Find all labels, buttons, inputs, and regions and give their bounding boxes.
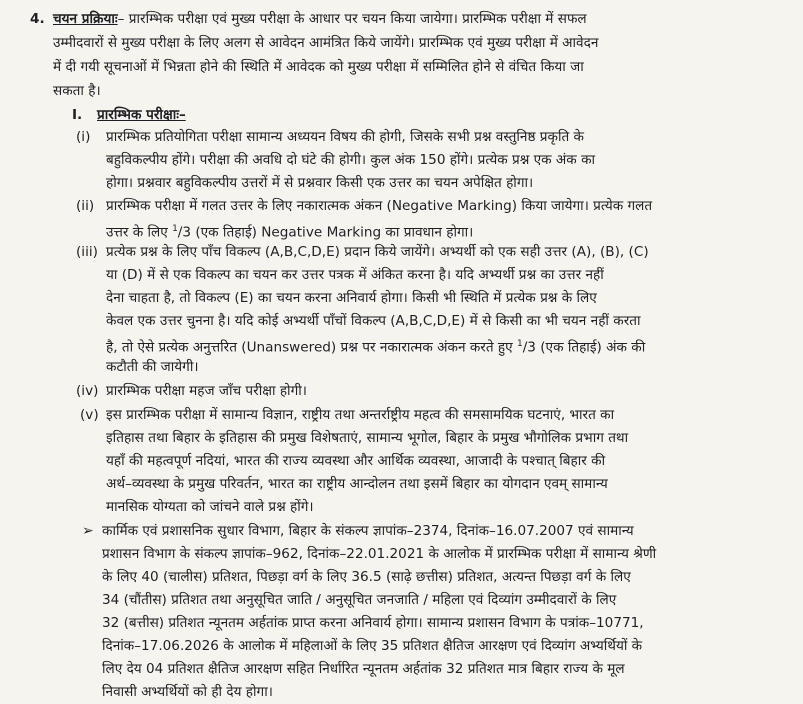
item-1-line-3: होगा। प्रश्नवार बहुविकल्पीय उत्तरों में से प्रश्नवार किसी एक उत्तर का चयन अपेक्षित होगा। xyxy=(106,175,534,191)
item-3-line-4: केवल एक उत्तर चुनना है। यदि कोई अभ्यर्थी पाँचों विकल्प (A,B,C,D,E) में से किसी का भी चयन नहीं करता xyxy=(106,313,641,329)
item-5-number: (v) xyxy=(80,407,99,423)
item-2-fraction-num: 1 xyxy=(172,224,178,234)
bullet-line-8: निवासी अभ्यर्थियों को ही देय होगा। xyxy=(102,684,273,700)
bullet-line-1: कार्मिक एवं प्रशासनिक सुधार विभाग, बिहार के संकल्प ज्ञापांक–2374, दिनांक–16.07.2007 एवं सामान्य xyxy=(102,523,634,539)
section-line-1: – प्रारम्भिक परीक्षा एवं मुख्य परीक्षा के आधार पर चयन किया जायेगा। प्रारम्भिक परीक्षा में सफल xyxy=(117,11,587,27)
item-2-line-1: प्रारम्भिक परीक्षा में गलत उत्तर के लिए नकारात्मक अंकन (Negative Marking) किया जायेगा। प्रत्येक गलत xyxy=(106,198,653,214)
bullet-line-7: लिए देय 04 प्रतिशत क्षैतिज आरक्षण सहित निर्धारित न्यूनतम अर्हतांक 32 प्रतिशत मात्र बिहार राज्य के मूल xyxy=(102,661,625,677)
bullet-line-6: दिनांक–17.06.2026 के आलोक में महिलाओं के लिए 35 प्रतिशत क्षैतिज आरक्षण एवं दिव्यांग अभ्यर्थियों के xyxy=(102,638,643,654)
item-3-line-2: या (D) में से एक विकल्प का चयन कर उत्तर पत्रक में अंकित करना है। यदि अभ्यर्थी प्रश्न का उत्तर नहीं xyxy=(106,267,604,283)
item-2-fraction-pre: उत्तर के लिए xyxy=(106,224,173,241)
section-number: 4. xyxy=(30,11,45,27)
item-5-line-4: अर्थ–व्यवस्था के प्रमुख परिवर्तन, भारत का राष्ट्रीय आन्दोलन तथा इसमें बिहार का योगदान एवम् सामान्य xyxy=(106,476,608,492)
item-5-line-3: यहाँ की महत्वपूर्ण नदियां, भारत की राज्य व्यवस्था और आर्थिक व्यवस्था, आजादी के पश्चात् बिहार की xyxy=(106,453,606,469)
bullet-line-3: के लिए 40 (चालीस) प्रतिशत, पिछड़ा वर्ग के लिए 36.5 (साढ़े छत्तीस) प्रतिशत, अत्यन्त पिछड़ा वर्ग के लिए xyxy=(102,569,631,585)
item-3-line-3: देना चाहता है, तो विकल्प (E) का चयन करना अनिवार्य होगा। किसी भी स्थिति में प्रत्येक प्रश्न के लिए xyxy=(106,290,597,306)
subsection-heading: प्रारम्भिक परीक्षाः– xyxy=(97,107,186,123)
item-3-line-6: कटौती की जायेगी। xyxy=(106,359,199,375)
bullet-line-5: 32 (बत्तीस) प्रतिशत न्यूनतम अर्हतांक प्राप्त करना अनिवार्य होगा। सामान्य प्रशासन विभाग के पत्रांक–10771, xyxy=(102,615,644,631)
item-3-fraction-post: (एक तिहाई) अंक की xyxy=(535,339,646,356)
bullet-arrow-icon: ➢ xyxy=(82,523,94,539)
item-5-line-2: इतिहास तथा बिहार के इतिहास की प्रमुख विशेषताएं, सामान्य भूगोल, बिहार के प्रमुख भौगोलिक प्रभाग तथा xyxy=(106,430,629,446)
item-3-fraction-num: 1 xyxy=(516,339,523,349)
item-3-number: (iii) xyxy=(76,244,98,260)
item-4-line-1: प्रारम्भिक परीक्षा महज जाँच परीक्षा होगी। xyxy=(106,383,307,399)
bullet-line-2: प्रशासन विभाग के संकल्प ज्ञापांक–962, दिनांक–22.01.2021 के आलोक में प्रारम्भिक परीक्षा में सामान्य श्रेणी xyxy=(102,546,657,562)
item-4-number: (iv) xyxy=(76,383,99,399)
section-first-line xyxy=(53,10,587,28)
item-1-line-1: प्रारम्भिक प्रतियोगिता परीक्षा सामान्य अध्ययन विषय की होगी, जिसके सभी प्रश्न वस्तुनिष्ठ प्रकृति के xyxy=(106,129,584,145)
item-5-line-1: इस प्रारम्भिक परीक्षा में सामान्य विज्ञान, राष्ट्रीय तथा अन्तर्राष्ट्रीय महत्व की समसामयिक घटनाएं, भारत का xyxy=(106,407,615,423)
section-line-3: में दी गयी सूचनाओं में भिन्नता होने की स्थिति में आवेदक को मुख्य परीक्षा में सम्मिलित होने से वंचित किया जा xyxy=(53,59,584,75)
item-3-fraction-den: /3 xyxy=(522,339,536,356)
section-line-2: उम्मीदवारों से मुख्य परीक्षा के लिए अलग से आवेदन आमंत्रित किये जायेंगे। प्रारम्भिक एवं मुख्य परीक्षा में आवेदन xyxy=(53,35,599,51)
item-1-line-2: बहुविकल्पीय होंगे। परीक्षा की अवधि दो घंटे की होगी। कुल अंक 150 होंगे। प्रत्येक प्रश्न एक अंक का xyxy=(106,152,596,168)
item-3-line-1: प्रत्येक प्रश्न के लिए पाँच विकल्प (A,B,C,D,E) प्रदान किये जायेंगे। अभ्यर्थी को एक सही उत्तर (A), (B), (C) xyxy=(106,244,649,260)
item-1-number: (i) xyxy=(76,129,91,145)
item-2-number: (ii) xyxy=(76,198,95,214)
item-2-fraction-den: /3 xyxy=(177,224,192,241)
item-3-fraction-pre: है, तो ऐसे प्रत्येक अनुत्तरित (Unanswered) प्रश्न पर नकारात्मक अंकन करते हुए xyxy=(106,339,517,356)
item-2-line-2 xyxy=(106,220,473,242)
section-heading: चयन प्रक्रियाः xyxy=(53,11,118,27)
subsection-numeral: I. xyxy=(72,107,83,123)
bullet-line-4: 34 (चौंतीस) प्रतिशत तथा अनुसूचित जाति / अनुसूचित जनजाति / महिला एवं दिव्यांग उम्मीदवारों के लिए xyxy=(102,592,617,608)
item-2-fraction-post: (एक तिहाई) Negative Marking का प्रावधान होगा। xyxy=(191,224,474,241)
section-line-4: सकता है। xyxy=(53,83,101,99)
item-5-line-5: मानसिक योग्यता को जांचने वाले प्रश्न होंगे। xyxy=(106,499,314,515)
item-3-line-5 xyxy=(106,335,645,357)
